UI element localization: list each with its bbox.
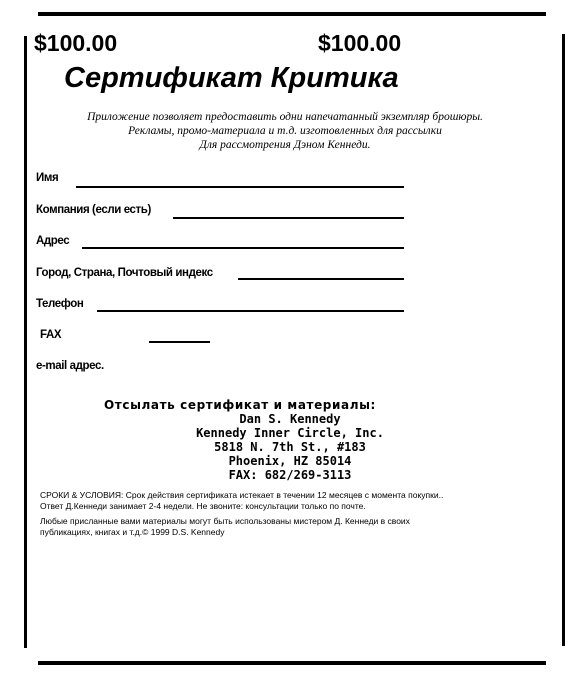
city-field[interactable]: [238, 278, 404, 280]
intro-line: Приложение позволяет предоставить одни напечатанный экземпляр брошюры.: [87, 111, 483, 123]
left-border: [24, 36, 27, 648]
usage-line: публикациях, книгах и т.д.© 1999 D.S. Kennedy: [40, 527, 225, 537]
address-field[interactable]: [82, 247, 404, 249]
terms-text: [40, 490, 443, 512]
company-field[interactable]: [173, 217, 404, 219]
usage-text: [40, 516, 410, 538]
address-line: Dan S. Kennedy: [239, 412, 341, 426]
fax-label: FAX: [40, 329, 62, 341]
intro-line: Рекламы, промо-материала и т.д. изготовленных для рассылки: [128, 125, 442, 137]
address-line: Phoenix, HZ 85014: [228, 454, 352, 468]
phone-field[interactable]: [97, 310, 404, 312]
price-left: $100.00: [34, 30, 118, 56]
address-line: FAX: 682/269-3113: [228, 468, 352, 482]
phone-label: Телефон: [36, 298, 84, 310]
bottom-border: [38, 661, 546, 665]
send-heading: Отсылать сертификат и материалы:: [104, 398, 376, 412]
email-label: e-mail адрес.: [36, 360, 104, 372]
city-label: Город, Страна, Почтовый индекс: [36, 267, 213, 279]
address-line: Kennedy Inner Circle, Inc.: [196, 426, 384, 440]
name-label: Имя: [36, 172, 59, 184]
certificate-title: Сертификат Критика: [64, 62, 399, 94]
top-border: [38, 12, 546, 16]
price-right: $100.00: [318, 30, 402, 56]
intro-text: [60, 110, 510, 152]
intro-line: Для рассмотрения Дэном Кеннеди.: [199, 139, 371, 151]
name-field[interactable]: [76, 186, 404, 188]
company-label: Компания (если есть): [36, 204, 151, 216]
usage-line: Любые присланные вами материалы могут быть использованы мистером Д. Кеннеди в своих: [40, 516, 410, 526]
fax-field[interactable]: [149, 341, 210, 343]
mailing-address: [140, 412, 440, 482]
terms-line: Ответ Д.Кеннеди занимает 2-4 недели. Не звоните: консультации только по почте.: [40, 501, 366, 511]
address-label: Адрес: [36, 235, 70, 247]
right-border: [562, 34, 565, 646]
address-line: 5818 N. 7th St., #183: [214, 440, 366, 454]
terms-line: СРОКИ & УСЛОВИЯ: Срок действия сертификата истекает в течении 12 месяцев с момента покупки..: [40, 490, 444, 500]
